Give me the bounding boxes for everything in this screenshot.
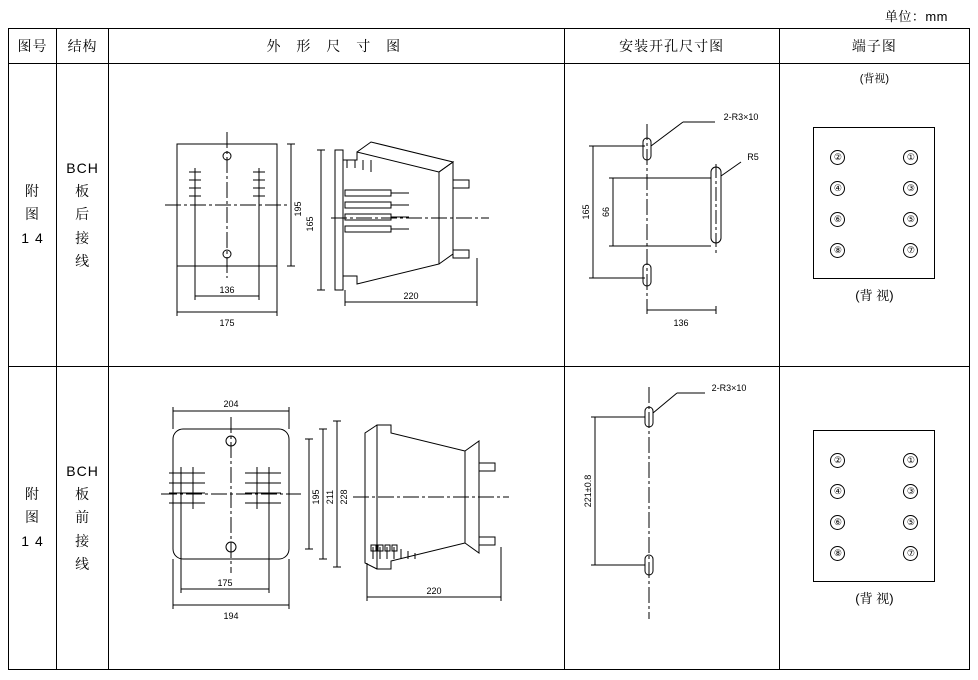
structure-text: BCH 板 前 接 线 [66,463,99,572]
dim-165: 165 [305,216,316,232]
row2-figure-no [9,367,57,670]
terminal-3: ③ [903,484,918,499]
terminal-1: ① [903,453,918,468]
terminal-8: ⑧ [830,243,845,258]
dim-220: 220 [426,586,442,596]
terminal-5: ⑤ [903,515,918,530]
back-view-top-note: (背视) [859,73,890,85]
outline-drawing-1 [109,64,563,366]
terminal-6: ⑥ [830,212,845,227]
terminal-column-left [830,453,845,561]
outline-drawing-2 [109,367,563,669]
terminal-2: ② [830,150,845,165]
dim-195: 195 [311,489,322,505]
terminal-7: ⑦ [903,546,918,561]
header-figure-no: 图号 [9,29,57,64]
row1-terminal-diagram [779,64,969,367]
row2-terminal-diagram [779,367,969,670]
terminal-8: ⑧ [830,546,845,561]
note-2r3x10: 2-R3×10 [723,112,758,122]
row1-outline-drawing [109,64,564,367]
dim-195: 195 [293,201,304,217]
row2-hole-drawing [564,367,779,670]
dim-194: 194 [223,611,239,621]
back-view-caption: (背 视) [855,590,894,606]
terminal-box [813,430,935,582]
terminal-4: ④ [830,484,845,499]
terminal-4: ④ [830,181,845,196]
dimension-table [8,28,970,670]
note-2r3x10: 2-R3×10 [711,383,746,393]
terminal-1: ① [903,150,918,165]
header-outline-drawing: 外 形 尺 寸 图 [109,29,564,64]
figure-no-text: 附 图 1 4 [21,486,44,549]
row2-outline-drawing [109,367,564,670]
terminal-column-left [830,150,845,258]
dim-165: 165 [580,204,591,220]
terminal-3: ③ [903,181,918,196]
dim-136: 136 [673,318,689,328]
dim-228: 228 [339,489,350,505]
unit-label: 单位：mm [884,9,948,24]
terminal-2: ② [830,453,845,468]
row2-structure [57,367,109,670]
header-structure: 结构 [57,29,109,64]
dim-211: 211 [325,489,336,505]
table-header-row [9,29,970,64]
hole-drawing-1 [565,64,779,366]
terminal-column-right [903,453,918,561]
terminal-7: ⑦ [903,243,918,258]
table-row [9,64,970,367]
header-mounting-hole-drawing: 安装开孔尺寸图 [564,29,779,64]
terminal-6: ⑥ [830,515,845,530]
terminal-box [813,127,935,279]
dim-175: 175 [217,578,233,588]
row1-structure [57,64,109,367]
terminal-diagram-2 [780,367,969,669]
dim-136: 136 [219,285,235,295]
terminal-column-right [903,150,918,258]
terminal-diagram-1 [780,64,969,366]
dim-175: 175 [219,318,235,328]
header-terminal-drawing: 端子图 [779,29,969,64]
table-row [9,367,970,670]
note-r5: R5 [746,152,759,162]
back-view-caption: (背 视) [855,287,894,303]
hole-drawing-2 [565,367,779,669]
dim-221: 221±0.8 [582,474,593,508]
figure-no-text: 附 图 1 4 [21,183,44,246]
row1-hole-drawing [564,64,779,367]
terminal-5: ⑤ [903,212,918,227]
dim-204: 204 [223,399,239,409]
dim-220: 220 [403,291,419,301]
dim-66: 66 [600,206,611,218]
row1-figure-no [9,64,57,367]
structure-text: BCH 板 后 接 线 [66,160,99,269]
